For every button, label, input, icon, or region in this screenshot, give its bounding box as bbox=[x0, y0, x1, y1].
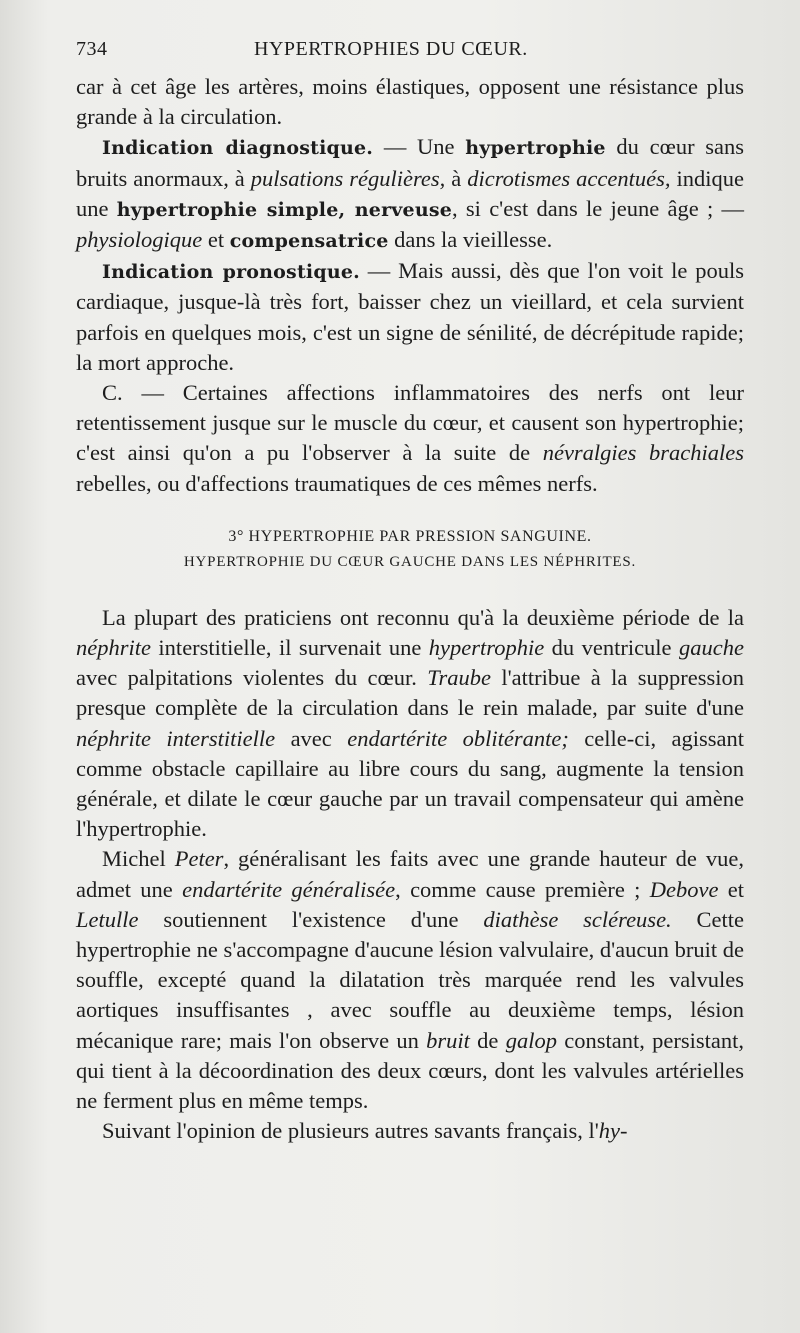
paragraph-age: car à cet âge les artères, moins élastiques, opposent une résistance plus grande à la circulation. bbox=[76, 74, 744, 130]
section-title: 3° HYPERTROPHIE PAR PRESSION SANGUINE. bbox=[228, 527, 592, 545]
page-header bbox=[76, 38, 744, 72]
term-hypertrophie: hypertrophie bbox=[465, 137, 606, 160]
paragraph-peter: Michel Peter, généralisant les faits avec une grande hauteur de vue, admet une endartérite généralisée, comme cause première ; Debove et Letulle soutiennent l'existence d'une diathèse scléreuse. Cette hypertrophie ne s'accompagne d'aucune lésion valvulaire, d'aucun bruit de souffle, excepté quand la dilatation très marquée rend les valvules aortiques insuffisantes , avec souffle au deuxième temps, lésion mécanique rare; mais l'on observe un bruit de galop constant, persistant, qui tient à la décoordination des deux cœurs, dont les valvules artérielles ne ferment plus en même temps. bbox=[76, 846, 745, 1114]
paragraph-diagnostic: Indication diagnostique. — Une hypertrophie du cœur sans bruits anormaux, à pulsations régulières, à dicrotismes accentués, indique une hypertrophie simple, nerveuse, si c'est dans le jeune âge ; — physiologique et compensatrice dans la vieillesse. bbox=[76, 134, 744, 253]
heading-pronostic: Indication pronostique. bbox=[102, 261, 360, 284]
paragraph-nephrites: La plupart des praticiens ont reconnu qu'à la deuxième période de la néphrite interstitielle, il survenait une hypertrophie du ventricule gauche avec palpitations violentes du cœur. Traube l'attribue à la suppression presque complète de la circulation dans le rein malade, par suite d'une néphrite interstitielle avec endartérite oblitérante; celle-ci, agissant comme obstacle capillaire au libre cours du sang, augmente la tension générale, et dilate le cœur gauche par un travail compensateur qui amène l'hypertrophie. bbox=[76, 604, 744, 842]
page-number: 734 bbox=[76, 38, 108, 60]
body-text-2 bbox=[76, 603, 744, 1147]
paragraph-nerfs: C. — Certaines affections inflammatoires des nerfs ont leur retentissement jusque sur le muscle du cœur, et causent son hypertrophie; c'est ainsi qu'on a pu l'observer à la suite de névralgies brachiales rebelles, ou d'affections traumatiques de ces mêmes nerfs. bbox=[76, 380, 745, 496]
heading-diagnostic: Indication diagnostique. bbox=[102, 137, 374, 160]
paragraph-suivant: Suivant l'opinion de plusieurs autres savants français, l'hy- bbox=[102, 1118, 628, 1144]
body-text bbox=[76, 72, 744, 499]
section-subtitle: HYPERTROPHIE DU CŒUR GAUCHE DANS LES NÉPHRITES. bbox=[183, 553, 637, 570]
paragraph-pronostic: Indication pronostique. — Mais aussi, dès que l'on voit le pouls cardiaque, jusque-là très fort, baisser chez un vieillard, et cela survient parfois en quelques mois, c'est un signe de sénilité, de décrépitude rapide; la mort approche. bbox=[76, 258, 744, 375]
term-compensatrice: compensatrice bbox=[229, 230, 389, 253]
running-title: HYPERTROPHIES DU CŒUR. bbox=[254, 38, 528, 60]
term-hypertrophie-simple: hypertrophie simple, nerveuse bbox=[116, 198, 453, 221]
